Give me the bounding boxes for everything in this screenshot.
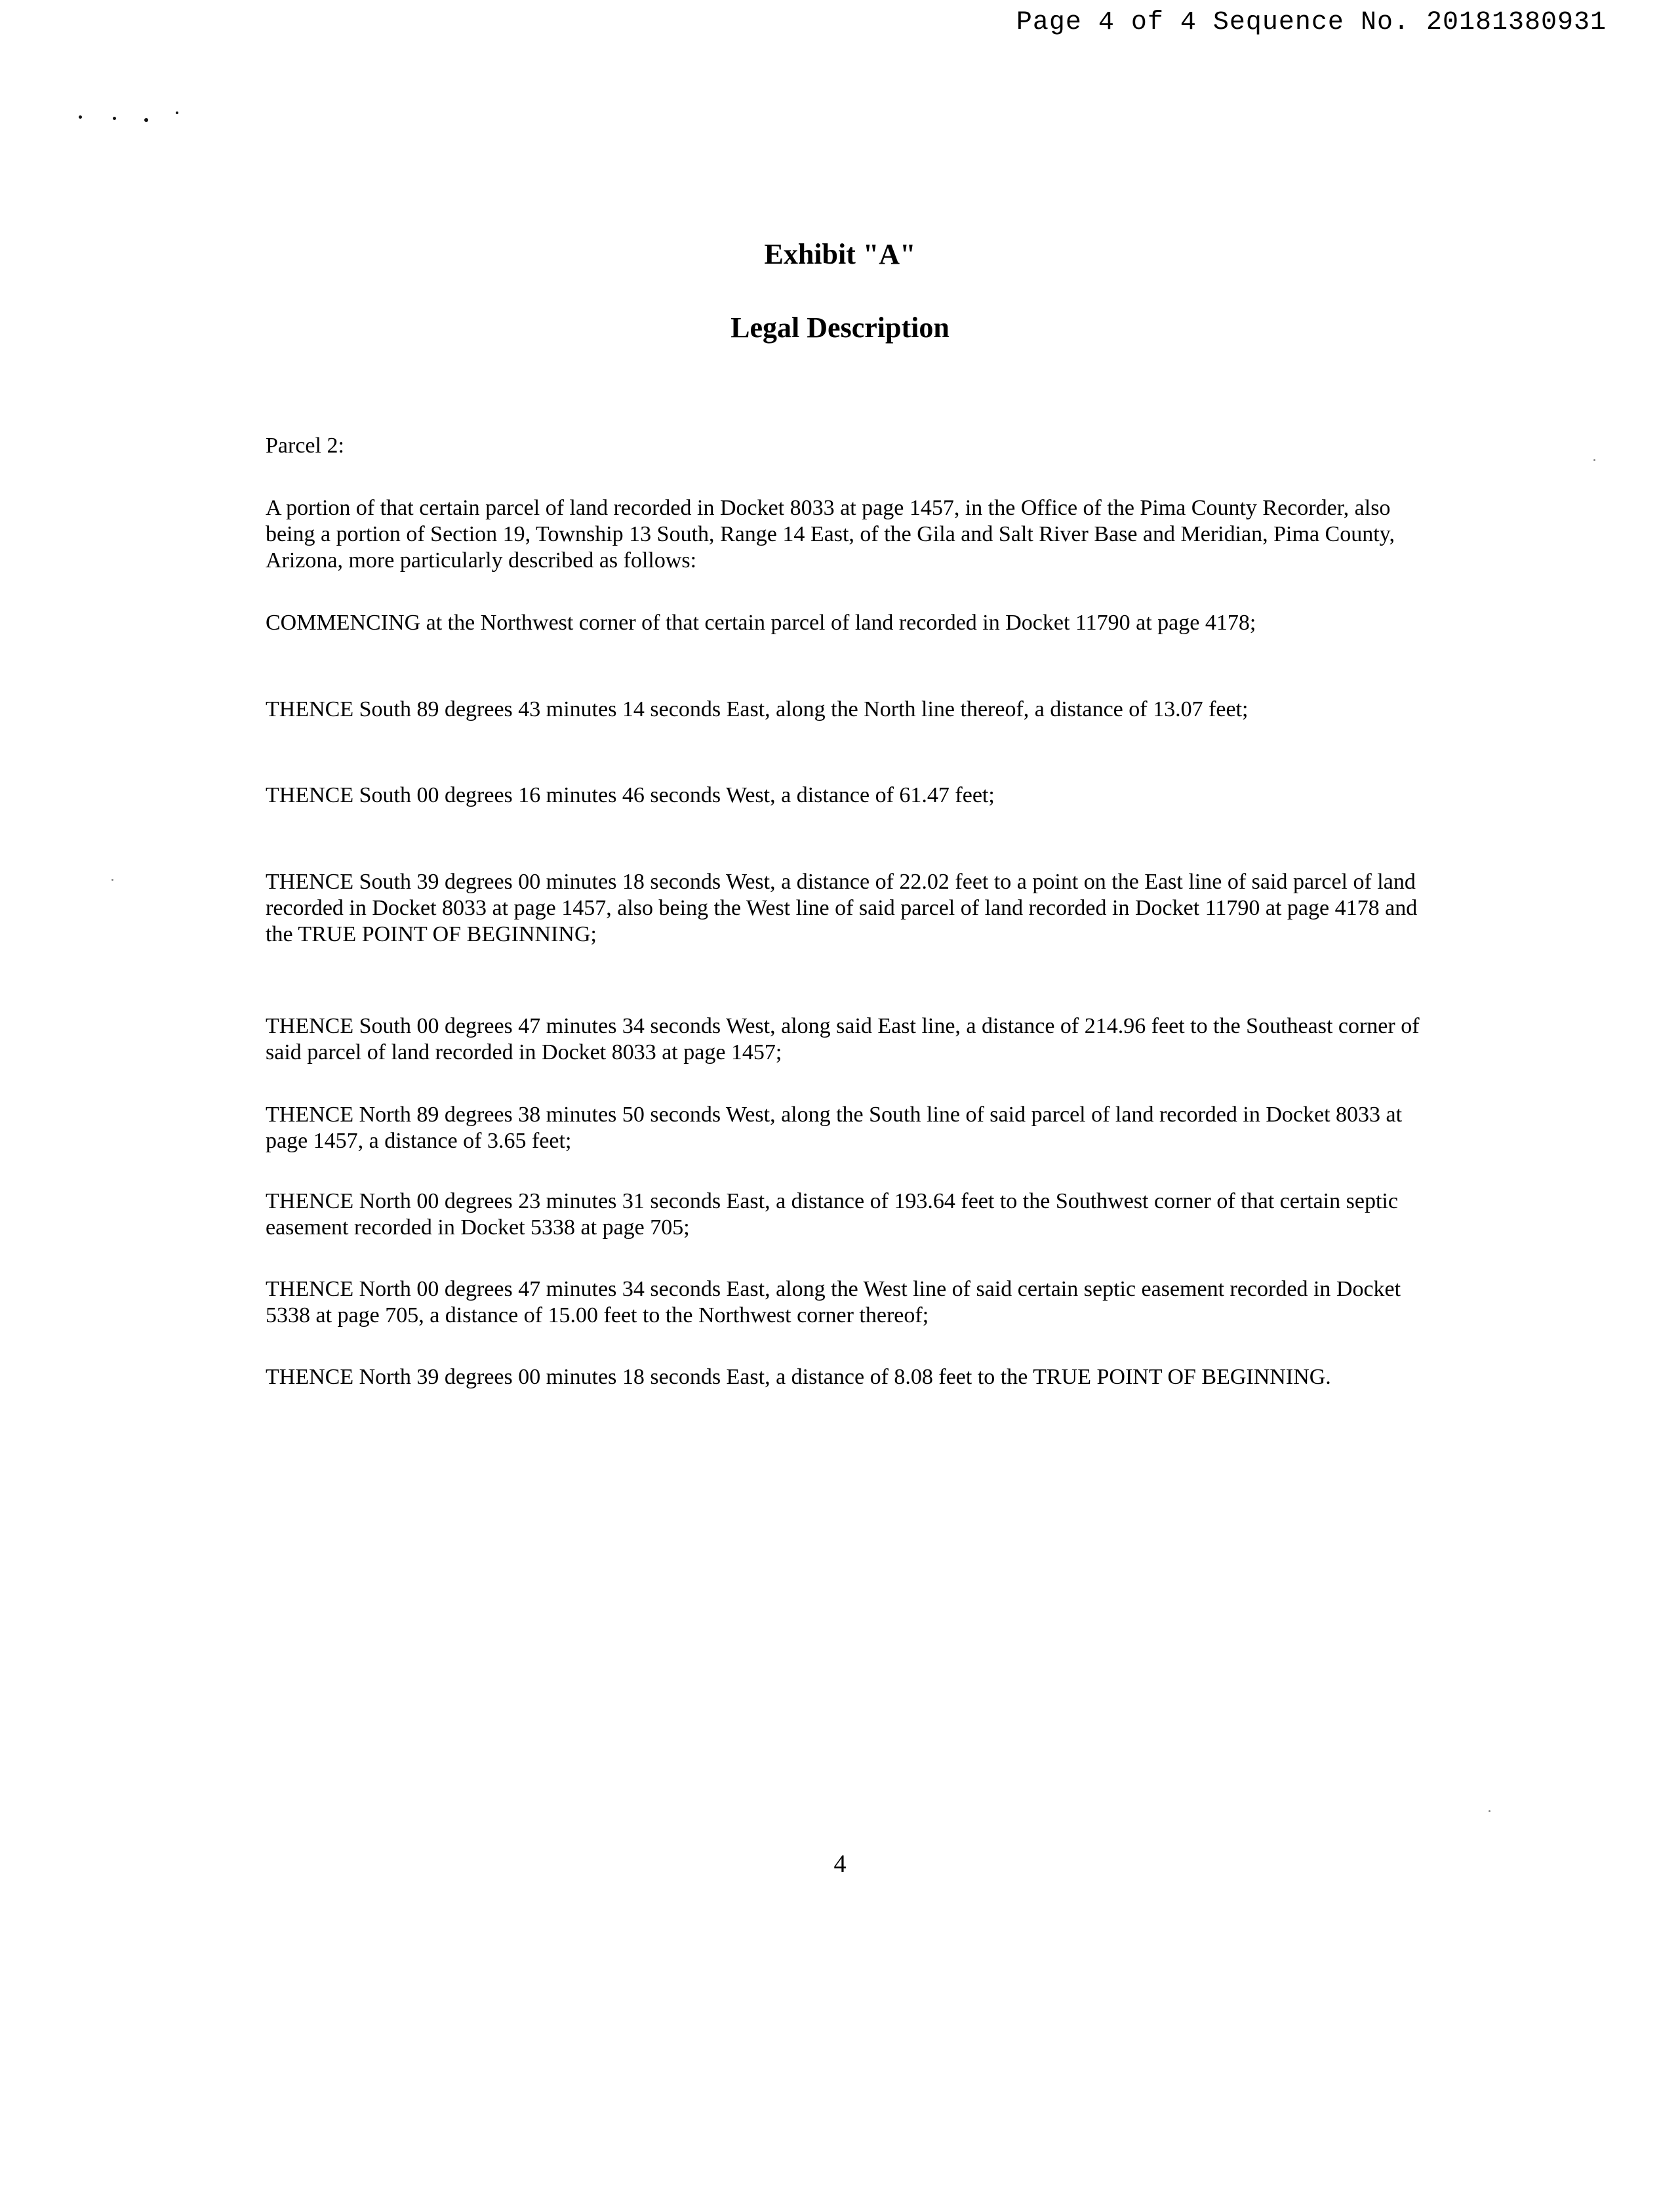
scan-dot	[1593, 459, 1595, 461]
legal-paragraph: THENCE South 39 degrees 00 minutes 18 seconds West, a distance of 22.02 feet to a point on the East line of said parcel of land recorded in Docket 8033 at page 1457, also being the West line of said parcel of land recorded in Docket 11790 at page 4178 and the TRUE POINT OF BEGINNING;	[266, 870, 1418, 946]
legal-paragraph: THENCE North 00 degrees 23 minutes 31 seconds East, a distance of 193.64 feet to the Southwest corner of that certain septic easement recorded in Docket 5338 at page 705;	[266, 1189, 1398, 1240]
exhibit-title: Exhibit "A"	[764, 238, 916, 270]
scan-speck	[113, 117, 116, 120]
legal-paragraph: A portion of that certain parcel of land recorded in Docket 8033 at page 1457, in the Office of the Pima County Recorder, also being a portion of Section 19, Township 13 South, Range 14 East, of the Gila and Salt River Base and Meridian, Pima County, Arizona, more particularly described as follows:	[266, 496, 1395, 573]
legal-paragraph: THENCE North 89 degrees 38 minutes 50 seconds West, along the South line of said parcel of land recorded in Docket 8033 at page 1457, a distance of 3.65 feet;	[266, 1103, 1403, 1153]
scan-speck	[176, 111, 178, 114]
legal-paragraph: THENCE South 89 degrees 43 minutes 14 seconds East, along the North line thereof, a distance of 13.07 feet;	[266, 697, 1249, 721]
legal-paragraph: THENCE South 00 degrees 16 minutes 46 seconds West, a distance of 61.47 feet;	[266, 783, 995, 807]
scan-specks	[79, 111, 190, 125]
legal-paragraph: THENCE North 39 degrees 00 minutes 18 seconds East, a distance of 8.08 feet to the TRUE POINT OF BEGINNING.	[266, 1365, 1331, 1389]
legal-paragraph: COMMENCING at the Northwest corner of that certain parcel of land recorded in Docket 11790 at page 4178;	[266, 611, 1256, 635]
legal-paragraph: THENCE South 00 degrees 47 minutes 34 seconds West, along said East line, a distance of 214.96 feet to the Southeast corner of said parcel of land recorded in Docket 8033 at page 1457;	[266, 1014, 1420, 1064]
legal-description-title: Legal Description	[730, 312, 950, 344]
page-sequence-header: Page 4 of 4 Sequence No. 20181380931	[1016, 8, 1607, 37]
page-number: 4	[833, 1850, 847, 1878]
scan-dot	[1489, 1810, 1490, 1812]
parcel-label: Parcel 2:	[266, 434, 344, 458]
scan-dot	[111, 879, 113, 881]
scan-speck	[79, 115, 82, 119]
legal-paragraph: THENCE North 00 degrees 47 minutes 34 seconds East, along the West line of said certain septic easement recorded in Docket 5338 at page 705, a distance of 15.00 feet to the Northwest corner thereof;	[266, 1277, 1401, 1327]
scan-speck	[144, 118, 148, 122]
